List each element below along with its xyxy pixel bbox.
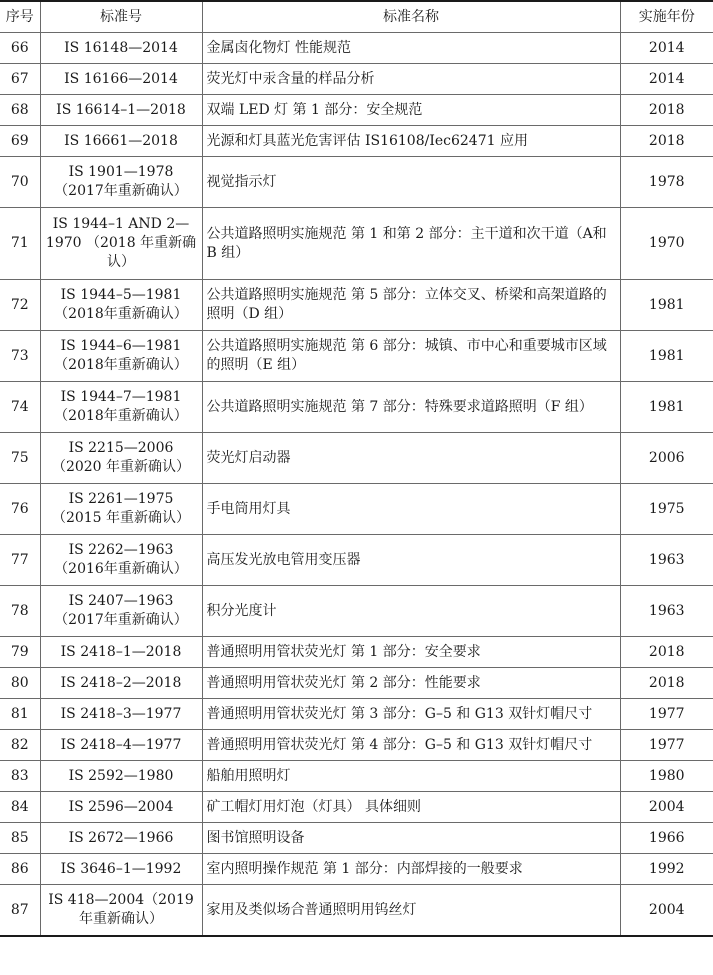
row-year: 1966 [620,823,713,854]
row-year: 1981 [620,280,713,331]
row-year: 1963 [620,586,713,637]
row-name: 金属卤化物灯 性能规范 [202,33,620,64]
table-row [0,208,713,280]
row-name: 室内照明操作规范 第 1 部分：内部焊接的一般要求 [202,854,620,885]
table-row [0,535,713,586]
row-name: 普通照明用管状荧光灯 第 2 部分：性能要求 [202,668,620,699]
table-row [0,699,713,730]
table-row [0,792,713,823]
row-no: 72 [0,280,40,331]
row-no: 80 [0,668,40,699]
row-no: 87 [0,885,40,937]
row-year: 2006 [620,433,713,484]
row-year: 1977 [620,699,713,730]
row-name: 图书馆照明设备 [202,823,620,854]
row-code: IS 2418–4—1977 [40,730,202,761]
table-row [0,586,713,637]
row-no: 74 [0,382,40,433]
row-year: 2014 [620,33,713,64]
row-name: 普通照明用管状荧光灯 第 1 部分：安全要求 [202,637,620,668]
row-no: 67 [0,64,40,95]
row-no: 77 [0,535,40,586]
row-name: 荧光灯启动器 [202,433,620,484]
row-no: 83 [0,761,40,792]
table-row [0,95,713,126]
header-name: 标准名称 [202,1,620,33]
row-code: IS 2592—1980 [40,761,202,792]
row-no: 84 [0,792,40,823]
row-code: IS 16166—2014 [40,64,202,95]
table-row [0,331,713,382]
row-year: 1981 [620,331,713,382]
row-year: 1977 [620,730,713,761]
row-code: IS 418—2004（2019 年重新确认） [40,885,202,937]
row-name: 荧光灯中汞含量的样品分析 [202,64,620,95]
table-row [0,126,713,157]
row-code: IS 1901—1978（2017年重新确认） [40,157,202,208]
row-code: IS 2418–2—2018 [40,668,202,699]
row-name: 积分光度计 [202,586,620,637]
row-no: 71 [0,208,40,280]
row-name: 普通照明用管状荧光灯 第 4 部分：G–5 和 G13 双针灯帽尺寸 [202,730,620,761]
row-name: 公共道路照明实施规范 第 7 部分：特殊要求道路照明（F 组） [202,382,620,433]
row-year: 2018 [620,668,713,699]
row-no: 76 [0,484,40,535]
table-row [0,382,713,433]
row-year: 2004 [620,792,713,823]
row-no: 79 [0,637,40,668]
row-no: 66 [0,33,40,64]
row-code: IS 2418–1—2018 [40,637,202,668]
row-name: 光源和灯具蓝光危害评估 IS16108/Iec62471 应用 [202,126,620,157]
row-no: 78 [0,586,40,637]
row-no: 70 [0,157,40,208]
row-name: 船舶用照明灯 [202,761,620,792]
row-year: 1980 [620,761,713,792]
row-code: IS 2407—1963（2017年重新确认） [40,586,202,637]
row-year: 2014 [620,64,713,95]
header-row [0,1,713,33]
row-year: 1978 [620,157,713,208]
table-row [0,854,713,885]
row-name: 高压发光放电管用变压器 [202,535,620,586]
row-name: 手电筒用灯具 [202,484,620,535]
table-row [0,433,713,484]
row-year: 2018 [620,95,713,126]
row-name: 家用及类似场合普通照明用钨丝灯 [202,885,620,937]
table-row [0,761,713,792]
row-code: IS 2596—2004 [40,792,202,823]
table-row [0,730,713,761]
row-no: 82 [0,730,40,761]
table-row [0,823,713,854]
row-year: 1992 [620,854,713,885]
header-no: 序号 [0,1,40,33]
row-no: 86 [0,854,40,885]
row-no: 75 [0,433,40,484]
row-code: IS 2672—1966 [40,823,202,854]
row-code: IS 2418–3—1977 [40,699,202,730]
row-code: IS 3646–1—1992 [40,854,202,885]
header-year: 实施年份 [620,1,713,33]
row-no: 81 [0,699,40,730]
table-row [0,280,713,331]
row-code: IS 16614–1—2018 [40,95,202,126]
row-year: 2018 [620,637,713,668]
row-code: IS 2261—1975（2015 年重新确认） [40,484,202,535]
row-code: IS 2215—2006（2020 年重新确认） [40,433,202,484]
table-row [0,885,713,937]
row-year: 1981 [620,382,713,433]
row-name: 矿工帽灯用灯泡（灯具） 具体细则 [202,792,620,823]
table-row [0,33,713,64]
row-year: 1975 [620,484,713,535]
row-year: 1970 [620,208,713,280]
row-code: IS 1944–1 AND 2—1970 （2018 年重新确认） [40,208,202,280]
row-name: 公共道路照明实施规范 第 1 和第 2 部分：主干道和次干道（A和 B 组） [202,208,620,280]
row-year: 2004 [620,885,713,937]
table-row [0,484,713,535]
row-year: 1963 [620,535,713,586]
row-no: 69 [0,126,40,157]
row-name: 普通照明用管状荧光灯 第 3 部分：G–5 和 G13 双针灯帽尺寸 [202,699,620,730]
row-code: IS 1944–7—1981（2018年重新确认） [40,382,202,433]
row-name: 公共道路照明实施规范 第 5 部分：立体交叉、桥梁和高架道路的照明（D 组） [202,280,620,331]
row-name: 视觉指示灯 [202,157,620,208]
table-row [0,64,713,95]
table-row [0,668,713,699]
row-name: 双端 LED 灯 第 1 部分：安全规范 [202,95,620,126]
row-code: IS 16148—2014 [40,33,202,64]
row-no: 68 [0,95,40,126]
row-code: IS 16661—2018 [40,126,202,157]
table-row [0,637,713,668]
row-code: IS 1944–6—1981（2018年重新确认） [40,331,202,382]
row-no: 85 [0,823,40,854]
row-no: 73 [0,331,40,382]
row-name: 公共道路照明实施规范 第 6 部分：城镇、市中心和重要城市区域的照明（E 组） [202,331,620,382]
row-code: IS 1944–5—1981（2018年重新确认） [40,280,202,331]
row-code: IS 2262—1963（2016年重新确认） [40,535,202,586]
header-code: 标准号 [40,1,202,33]
table-row [0,157,713,208]
row-year: 2018 [620,126,713,157]
